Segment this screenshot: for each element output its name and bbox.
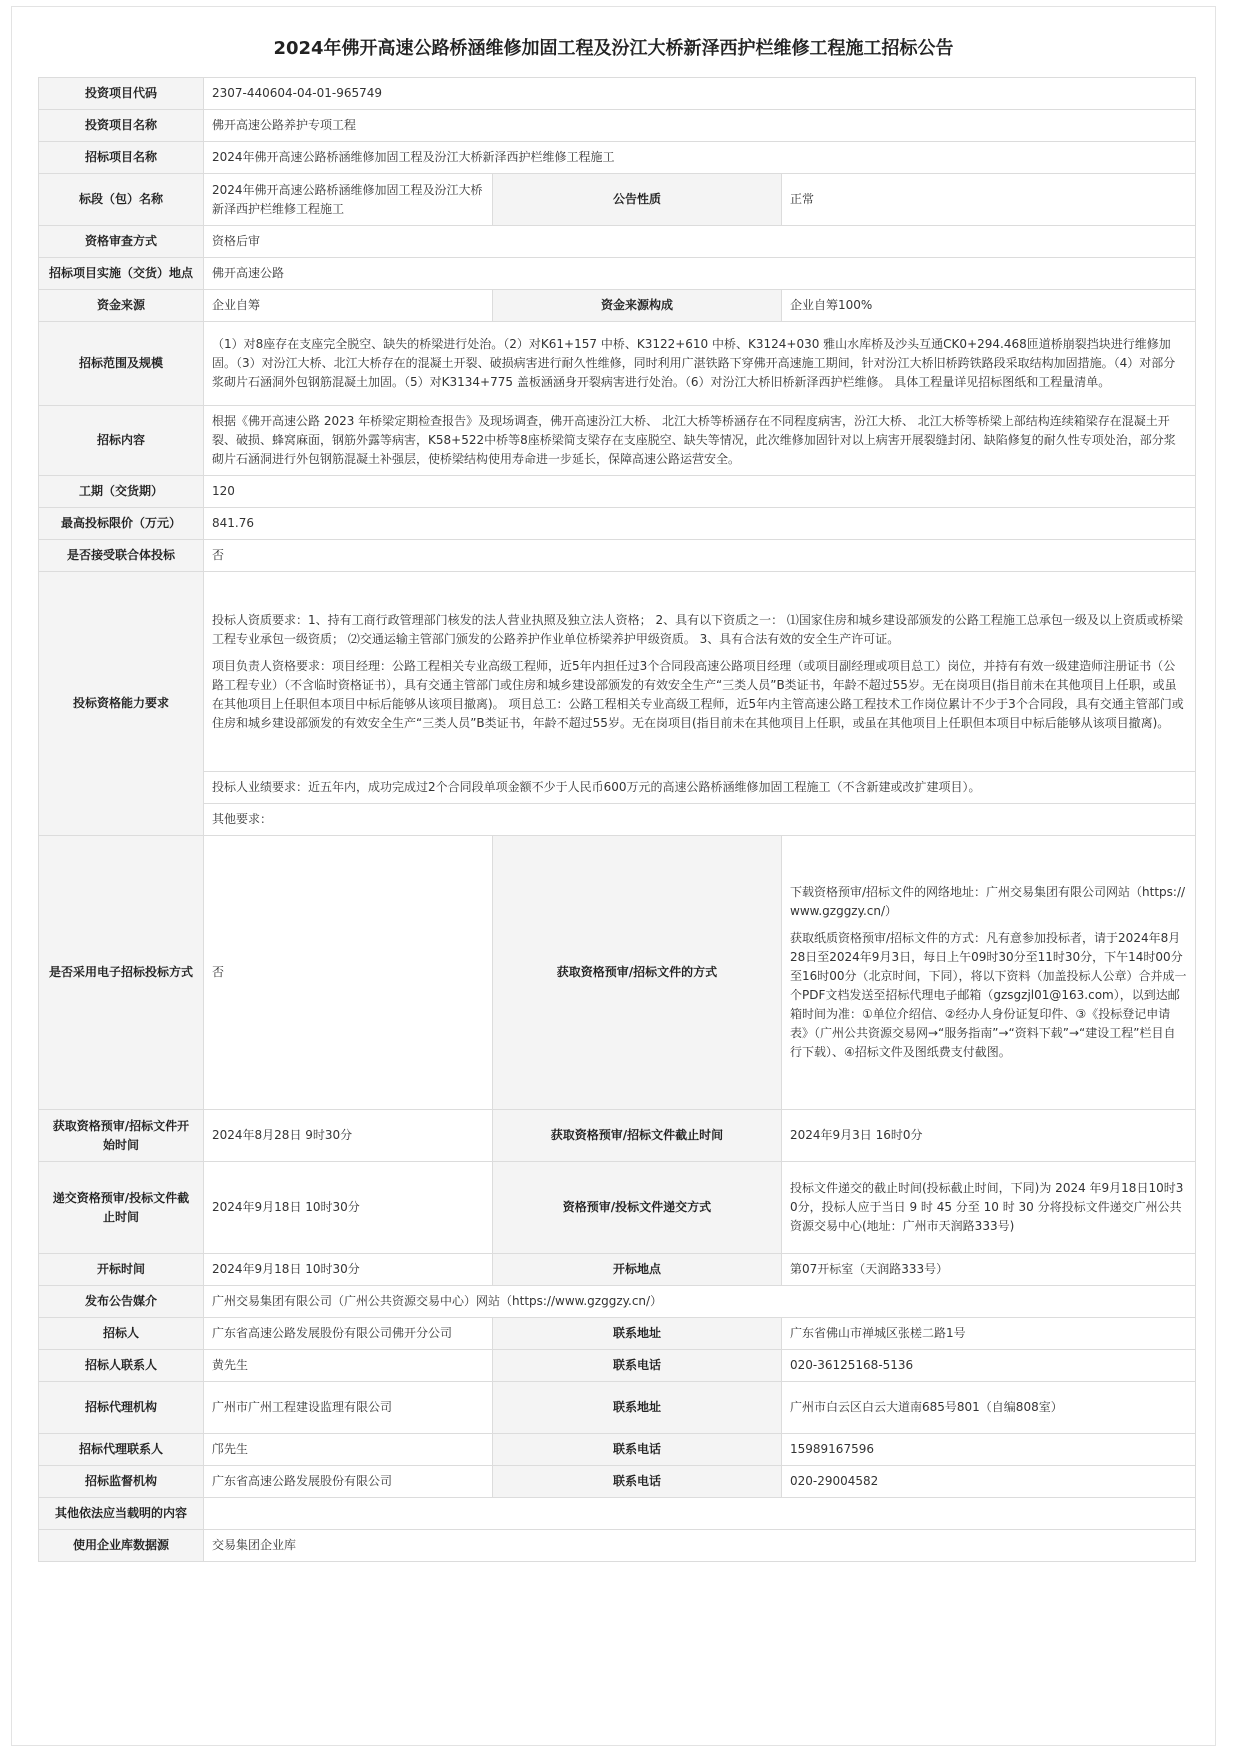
value-max-price: 841.76 [204,508,1196,540]
label-opening-place: 开标地点 [493,1254,782,1286]
value-opening-time: 2024年9月18日 10时30分 [204,1254,493,1286]
label-other-statement: 其他依法应当载明的内容 [39,1498,204,1530]
table-row [39,1318,1196,1350]
label-notice-nature: 公告性质 [493,174,782,226]
table-row [39,142,1196,174]
table-row [39,772,1196,804]
notice-page [11,6,1216,1746]
value-submit-deadline: 2024年9月18日 10时30分 [204,1162,493,1254]
label-doc-end: 获取资格预审/招标文件截止时间 [493,1110,782,1162]
label-tender-name: 招标项目名称 [39,142,204,174]
value-funding: 企业自筹 [204,290,493,322]
paper-doc-method: 获取纸质资格预审/招标文件的方式：凡有意参加投标者，请于2024年8月28日至2024年9月3日，每日上午09时30分至11时30分，下午14时00分至16时00分（北京时间，下同），将以下资料（加盖投标人公章）合并成一个PDF文档发送至招标代理电子邮箱（gzsgzjl01@163.com），以到达邮箱时间为准：①单位介绍信、②经办人身份证复印件、③《投标登记申请表》（广州公共资源交易网→“服务指南”→“资料下载”→“建设工程”栏目自行下载）、④招标文件及图纸费支付截图。 [790,931,1187,1059]
qualification-requirement: 投标人资质要求：1、持有工商行政管理部门核发的法人营业执照及独立法人资格； 2、具有以下资质之一： ⑴国家住房和城乡建设部颁发的公路工程施工总承包一级及以上资质或桥梁工程专业承包一级资质； ⑵交通运输主管部门颁发的公路养护作业单位桥梁养护甲级资质。 3、具有合法有效的安全生产许可证。 [212,612,1183,646]
manager-requirement: 项目负责人资格要求：项目经理：公路工程相关专业高级工程师，近5年内担任过3个合同段高速公路项目经理（或项目副经理或项目总工）岗位，并持有有效一级建造师注册证书（公路工程专业）（不含临时资格证书），具有交通主管部门或住房和城乡建设部颁发的有效安全生产“三类人员”B类证书，年龄不超过55岁。无在岗项目(指目前未在其他项目上任职，或虽在其他项目上任职但本项目中标后能够从该项目撤离)。 项目总工：公路工程相关专业高级工程师，近5年内主管高速公路工程技术工作岗位累计不少于3个合同段，具有交通主管部门或住房和城乡建设部颁发的有效安全生产“三类人员”B类证书，年龄不超过55岁。无在岗项目(指目前未在其他项目上任职，或虽在其他项目上任职但本项目中标后能够从该项目撤离)。 [212,658,1184,730]
value-agency-address: 广州市白云区白云大道南685号801（自编808室） [782,1382,1196,1434]
label-funding: 资金来源 [39,290,204,322]
table-row [39,110,1196,142]
table-row [39,226,1196,258]
label-max-price: 最高投标限价（万元） [39,508,204,540]
value-scope: （1）对8座存在支座完全脱空、缺失的桥梁进行处治。（2）对K61+157 中桥、K3122+610 中桥、K3124+030 雅山水库桥及沙头互通CK0+294.468匝道桥崩裂挡块进行维修加固。（3）对汾江大桥、北江大桥存在的混凝土开裂、破损病害进行耐久性维修，同时利用广湛铁路下穿佛开高速施工期间，针对汾江大桥旧桥跨铁路段采取结构加固措施。（4）对部分浆砌片石涵洞外包钢筋混凝土加固。（5）对K3134+775 盖板涵涵身开裂病害进行处治。（6）对汾江大桥旧桥新泽西护栏维修。 具体工程量详见招标图纸和工程量清单。 [204,322,1196,406]
value-submit-method: 投标文件递交的截止时间(投标截止时间，下同)为 2024 年9月18日10时30分，投标人应于当日 9 时 45 分至 10 时 30 分将投标文件递交广州公共资源交易中心(地址：广州市天润路333号) [782,1162,1196,1254]
value-project-name: 佛开高速公路养护专项工程 [204,110,1196,142]
table-row [39,1382,1196,1434]
value-consortium: 否 [204,540,1196,572]
label-tenderer-contact: 招标人联系人 [39,1350,204,1382]
value-agency-contact: 邝先生 [204,1434,493,1466]
value-content: 根据《佛开高速公路 2023 年桥梁定期检查报告》及现场调查，佛开高速汾江大桥、 北江大桥等桥涵存在不同程度病害，汾江大桥、 北江大桥等桥梁上部结构连续箱梁存在混凝土开裂、破损、蜂窝麻面，钢筋外露等病害，K58+522中桥等8座桥梁简支梁存在支座脱空、缺失等情况，此次维修加固针对以上病害开展裂缝封闭、缺陷修复的耐久性专项处治，部分浆砌片石涵洞进行外包钢筋混凝土补强层，使桥梁结构使用寿命进一步延长，保障高速公路运营安全。 [204,406,1196,476]
value-agency-phone: 15989167596 [782,1434,1196,1466]
label-section-name: 标段（包）名称 [39,174,204,226]
table-row [39,1254,1196,1286]
label-content: 招标内容 [39,406,204,476]
label-agency-contact: 招标代理联系人 [39,1434,204,1466]
value-tenderer: 广东省高速公路发展股份有限公司佛开分公司 [204,1318,493,1350]
table-row [39,1110,1196,1162]
table-row [39,258,1196,290]
label-tenderer-phone: 联系电话 [493,1350,782,1382]
value-location: 佛开高速公路 [204,258,1196,290]
notice-table [38,77,1196,1562]
label-capability: 投标资格能力要求 [39,572,204,836]
value-doc-start: 2024年8月28日 9时30分 [204,1110,493,1162]
label-agency-address: 联系地址 [493,1382,782,1434]
label-agency: 招标代理机构 [39,1382,204,1434]
table-row [39,174,1196,226]
value-tenderer-phone: 020-36125168-5136 [782,1350,1196,1382]
label-electronic: 是否采用电子招标投标方式 [39,836,204,1110]
label-duration: 工期（交货期） [39,476,204,508]
value-funding-structure: 企业自筹100% [782,290,1196,322]
value-other-statement [204,1498,1196,1530]
value-supervisor: 广东省高速公路发展股份有限公司 [204,1466,493,1498]
value-doc-access [782,836,1196,1110]
table-row [39,1162,1196,1254]
label-media: 发布公告媒介 [39,1286,204,1318]
label-funding-structure: 资金来源构成 [493,290,782,322]
table-row [39,1434,1196,1466]
label-supervisor-phone: 联系电话 [493,1466,782,1498]
value-agency: 广州市广州工程建设监理有限公司 [204,1382,493,1434]
value-duration: 120 [204,476,1196,508]
value-media: 广州交易集团有限公司（广州公共资源交易中心）网站（https://www.gzggzy.cn/） [204,1286,1196,1318]
capability-requirements [204,572,1196,772]
value-doc-end: 2024年9月3日 16时0分 [782,1110,1196,1162]
label-submit-deadline: 递交资格预审/投标文件截止时间 [39,1162,204,1254]
label-opening-time: 开标时间 [39,1254,204,1286]
table-row [39,804,1196,836]
label-supervisor: 招标监督机构 [39,1466,204,1498]
label-consortium: 是否接受联合体投标 [39,540,204,572]
value-tender-name: 2024年佛开高速公路桥涵维修加固工程及汾江大桥新泽西护栏维修工程施工 [204,142,1196,174]
table-row [39,572,1196,772]
label-database: 使用企业库数据源 [39,1530,204,1562]
other-requirement: 其他要求： [204,804,1196,836]
table-row [39,1286,1196,1318]
page-title: 2024年佛开高速公路桥涵维修加固工程及汾江大桥新泽西护栏维修工程施工招标公告 [273,38,954,59]
value-notice-nature: 正常 [782,174,1196,226]
table-row [39,1350,1196,1382]
table-row [39,78,1196,110]
value-tenderer-contact: 黄先生 [204,1350,493,1382]
table-row [39,476,1196,508]
value-qualification-review: 资格后审 [204,226,1196,258]
performance-requirement: 投标人业绩要求：近五年内，成功完成过2个合同段单项金额不少于人民币600万元的高速公路桥涵维修加固工程施工（不含新建或改扩建项目）。 [204,772,1196,804]
table-row [39,290,1196,322]
value-section-name: 2024年佛开高速公路桥涵维修加固工程及汾江大桥新泽西护栏维修工程施工 [204,174,493,226]
label-project-code: 投资项目代码 [39,78,204,110]
label-tenderer-address: 联系地址 [493,1318,782,1350]
table-row [39,836,1196,1110]
label-tenderer: 招标人 [39,1318,204,1350]
table-row [39,1498,1196,1530]
table-row [39,508,1196,540]
label-project-name: 投资项目名称 [39,110,204,142]
value-database: 交易集团企业库 [204,1530,1196,1562]
download-address: 下载资格预审/招标文件的网络地址：广州交易集团有限公司网站（https://www.gzggzy.cn/） [790,885,1186,918]
label-submit-method: 资格预审/投标文件递交方式 [493,1162,782,1254]
value-supervisor-phone: 020-29004582 [782,1466,1196,1498]
label-location: 招标项目实施（交货）地点 [39,258,204,290]
label-qualification-review: 资格审查方式 [39,226,204,258]
value-electronic: 否 [204,836,493,1110]
value-project-code: 2307-440604-04-01-965749 [204,78,1196,110]
value-opening-place: 第07开标室（天润路333号） [782,1254,1196,1286]
label-doc-start: 获取资格预审/招标文件开始时间 [39,1110,204,1162]
table-row [39,406,1196,476]
table-row [39,1466,1196,1498]
label-doc-access: 获取资格预审/招标文件的方式 [493,836,782,1110]
table-row [39,322,1196,406]
value-tenderer-address: 广东省佛山市禅城区张槎二路1号 [782,1318,1196,1350]
table-row [39,1530,1196,1562]
label-agency-phone: 联系电话 [493,1434,782,1466]
label-scope: 招标范围及规模 [39,322,204,406]
table-row [39,540,1196,572]
